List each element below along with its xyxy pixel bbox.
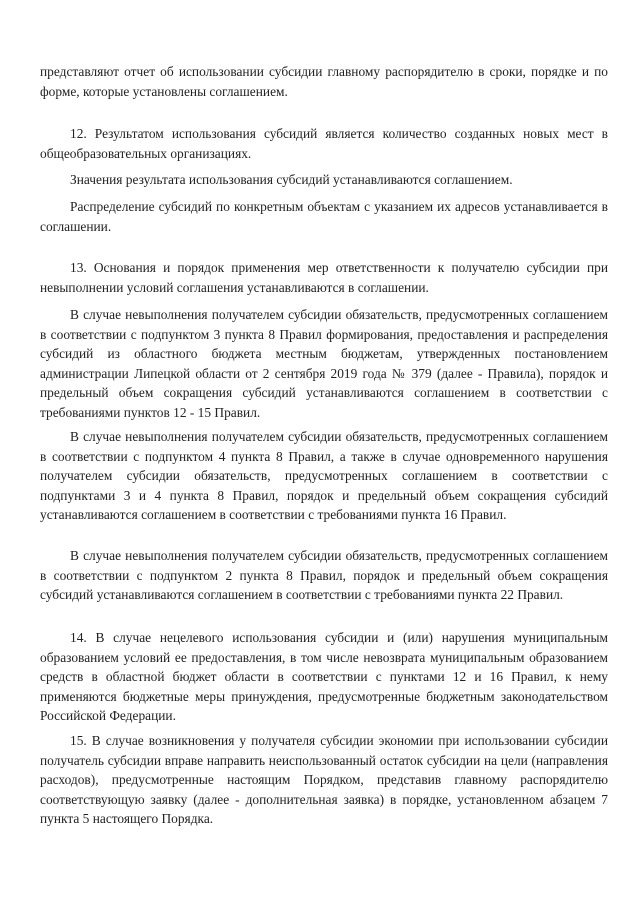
paragraph-12-result: 12. Результатом использования субсидий является количество созданных новых мест в общеобразовательных организациях.: [40, 126, 608, 161]
paragraph-result-values: Значения результата использования субсидий устанавливаются соглашением.: [70, 172, 513, 187]
paragraph-subpoint-4: В случае невыполнения получателем субсидии обязательств, предусмотренных соглашением в соответствии с подпунктом 4 пункта 8 Правил, а также в случае одновременного нарушения получателем субсидии обязательств, предусмотренных соглашением в соответствии с подпунктами 3 и 4 пункта 8 Правил, порядок и предельный объем сокращения субсидий устанавливаются соглашением в соответствии с требованиями пункта 16 Правил.: [40, 429, 608, 523]
paragraph-subpoint-2: В случае невыполнения получателем субсидии обязательств, предусмотренных соглашением в соответствии с подпунктом 2 пункта 8 Правил, порядок и предельный объем сокращения субсидий устанавливаются соглашением в соответствии с требованиями пункта 22 Правил.: [40, 548, 608, 603]
paragraph-15-savings: 15. В случае возникновения у получателя субсидии экономии при использовании субсидии получатель субсидии вправе направить неиспользованный остаток субсидии на цели (направления расходов), предусмотренные настоящим Порядком, представив главному распорядителю соответствующую заявку (далее - дополнительная заявка) в порядке, установленном абзацем 7 пункта 5 настоящего Порядка.: [40, 733, 608, 827]
paragraph-subpoint-3: В случае невыполнения получателем субсидии обязательств, предусмотренных соглашением в соответствии с подпунктом 3 пункта 8 Правил формирования, предоставления и распределения субсидий из областного бюджета местным бюджетам, утвержденных постановлением администрации Липецкой области от 2 сентября 2019 года № 379 (далее - Правила), порядок и предельный объем сокращения субсидий устанавливаются соглашением в соответствии с требованиями пунктов 12 - 15 Правил.: [40, 307, 608, 420]
paragraph-14-misuse: 14. В случае нецелевого использования субсидии и (или) нарушения муниципальным образованием условий ее предоставления, в том числе невозврата муниципальным образованием средств в областной бюджет области в соответствии с пунктами 12 и 16 Правил, к нему применяются бюджетные меры принуждения, предусмотренные бюджетным законодательством Российской Федерации.: [40, 630, 608, 724]
paragraph-13-responsibility: 13. Основания и порядок применения мер ответственности к получателю субсидии при невыполнении условий соглашения устанавливаются в соглашении.: [40, 260, 608, 295]
paragraph-report-continuation: представляют отчет об использовании субсидии главному распорядителю в сроки, порядке и по форме, которые установлены соглашением.: [40, 64, 608, 99]
paragraph-distribution: Распределение субсидий по конкретным объектам с указанием их адресов устанавливается в соглашении.: [40, 199, 608, 234]
